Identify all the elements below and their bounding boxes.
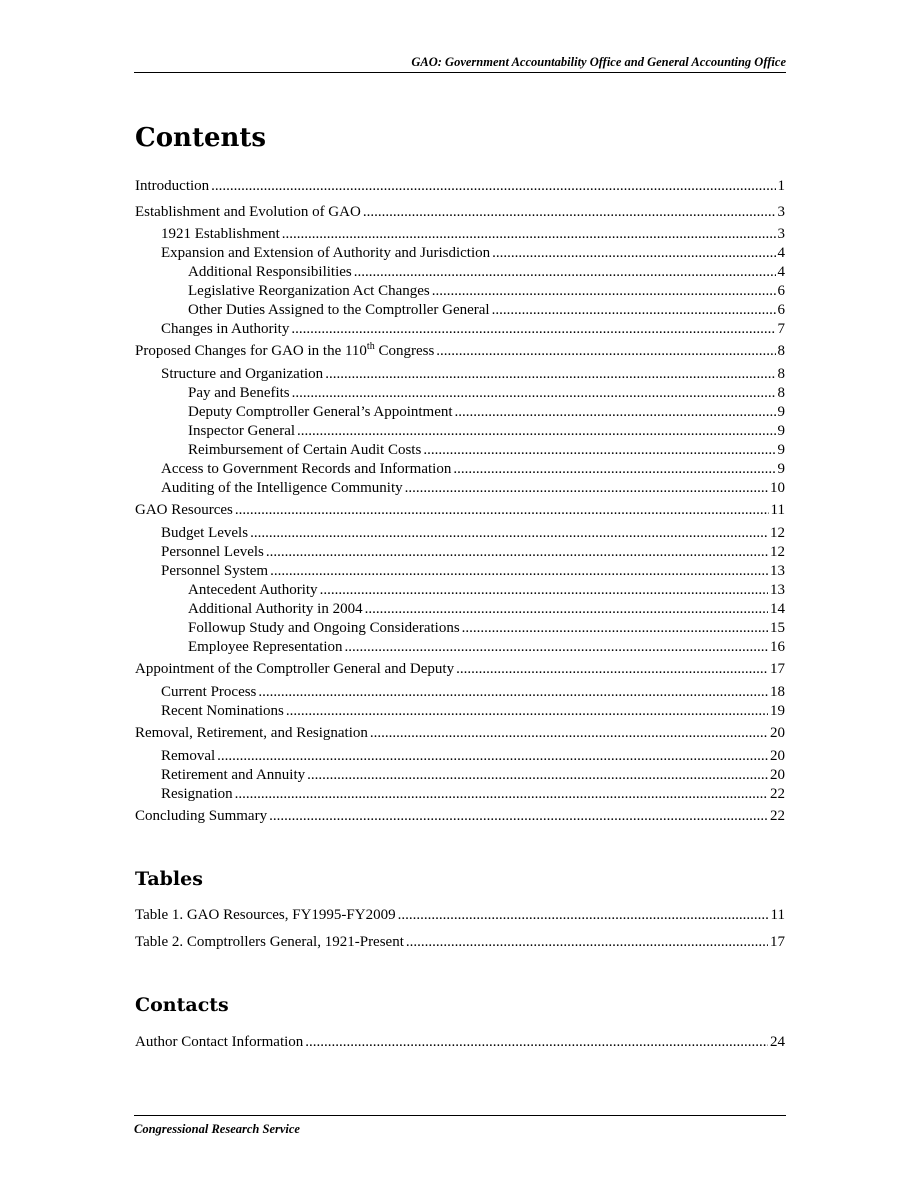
toc-entry-page: 6 <box>777 302 785 318</box>
dot-leader <box>405 479 768 498</box>
dot-leader <box>354 263 776 282</box>
toc-entry-retirement-annuity[interactable] <box>161 766 785 785</box>
toc-entry-page: 16 <box>770 639 785 655</box>
toc-entry-page: 9 <box>777 404 785 420</box>
toc-entry-employee-representation[interactable] <box>188 638 785 657</box>
toc-entry-page: 18 <box>770 684 785 700</box>
toc-entry-page: 13 <box>770 582 785 598</box>
toc-entry-page: 6 <box>777 283 785 299</box>
toc-entry-appointment[interactable] <box>135 660 785 679</box>
toc-entry-page: 3 <box>777 226 785 242</box>
toc-entry-structure-organization[interactable] <box>161 365 785 384</box>
toc-entry-title: Establishment and Evolution of GAO <box>135 204 361 220</box>
toc-entry-title: Expansion and Extension of Authority and Jurisdiction <box>161 245 491 261</box>
dot-leader <box>235 785 768 804</box>
dot-leader <box>291 320 775 339</box>
toc-entry-title: 1921 Establishment <box>161 226 280 242</box>
dot-leader <box>456 660 768 679</box>
toc-entry-current-process[interactable] <box>161 683 785 702</box>
toc-entry-access-records[interactable] <box>161 460 785 479</box>
dot-leader <box>297 422 775 441</box>
toc-entry-page: 24 <box>770 1034 785 1050</box>
toc-entry-table-1[interactable] <box>135 906 785 925</box>
toc-entry-title: Author Contact Information <box>135 1034 304 1050</box>
toc-entry-title: Employee Representation <box>188 639 343 655</box>
toc-entry-title: Appointment of the Comptroller General and Deputy <box>135 661 455 677</box>
toc-entry-concluding-summary[interactable] <box>135 807 785 826</box>
dot-leader <box>286 702 768 721</box>
toc-entry-page: 13 <box>770 563 785 579</box>
toc-entry-page: 11 <box>770 907 785 923</box>
toc-entry-page: 8 <box>777 343 785 359</box>
toc-entry-title: Current Process <box>161 684 257 700</box>
toc-entry-page: 12 <box>770 525 785 541</box>
dot-leader <box>406 933 768 952</box>
running-footer: Congressional Research Service <box>134 1115 786 1137</box>
toc-entry-budget-levels[interactable] <box>161 524 785 543</box>
toc-entry-title: Removal <box>161 748 216 764</box>
toc-entry-proposed-changes[interactable] <box>135 342 785 361</box>
dot-leader <box>250 524 768 543</box>
dot-leader <box>217 747 768 766</box>
dot-leader <box>365 600 768 619</box>
toc-entry-page: 17 <box>770 661 785 677</box>
toc-entry-deputy-appointment[interactable] <box>188 403 785 422</box>
toc-entry-title: Proposed Changes for GAO in the 110 <box>135 343 367 359</box>
toc-entry-page: 17 <box>770 934 785 950</box>
toc-entry-removal[interactable] <box>161 747 785 766</box>
dot-leader <box>282 225 776 244</box>
running-header: GAO: Government Accountability Office and General Accounting Office <box>134 55 786 73</box>
toc-entry-table-2[interactable] <box>135 933 785 952</box>
toc-entry-page: 8 <box>777 366 785 382</box>
toc-entry-title: Deputy Comptroller General’s Appointment <box>188 404 453 420</box>
toc-entry-page: 9 <box>777 461 785 477</box>
toc-entry-removal-retirement[interactable] <box>135 724 785 743</box>
dot-leader <box>345 638 768 657</box>
dot-leader <box>432 282 776 301</box>
toc-entry-antecedent-authority[interactable] <box>188 581 785 600</box>
dot-leader <box>307 766 768 785</box>
toc-entry-expansion[interactable] <box>161 244 785 263</box>
toc-entry-followup-study[interactable] <box>188 619 785 638</box>
toc-entry-title-group <box>135 342 434 361</box>
toc-entry-page: 10 <box>770 480 785 496</box>
contacts-heading: Contacts <box>135 994 229 1016</box>
dot-leader <box>423 441 775 460</box>
toc-entry-page: 20 <box>770 748 785 764</box>
toc-entry-page: 11 <box>770 502 785 518</box>
toc-entry-title: Personnel Levels <box>161 544 264 560</box>
toc-entry-title: Reimbursement of Certain Audit Costs <box>188 442 422 458</box>
tables-heading: Tables <box>135 868 203 890</box>
contents-heading: Contents <box>135 123 267 153</box>
dot-leader <box>270 562 768 581</box>
toc-entry-title: Changes in Authority <box>161 321 290 337</box>
toc-entry-title: Legislative Reorganization Act Changes <box>188 283 430 299</box>
dot-leader <box>453 460 775 479</box>
dot-leader <box>436 342 775 361</box>
toc-entry-page: 14 <box>770 601 785 617</box>
dot-leader <box>292 384 776 403</box>
dot-leader <box>492 301 776 320</box>
toc-entry-title: GAO Resources <box>135 502 233 518</box>
dot-leader <box>320 581 768 600</box>
toc-entry-title: Removal, Retirement, and Resignation <box>135 725 368 741</box>
toc-entry-page: 9 <box>777 442 785 458</box>
toc-entry-page: 15 <box>770 620 785 636</box>
toc-entry-title: Access to Government Records and Information <box>161 461 452 477</box>
toc-entry-title: Additional Responsibilities <box>188 264 352 280</box>
toc-entry-page: 19 <box>770 703 785 719</box>
toc-entry-page: 9 <box>777 423 785 439</box>
toc-entry-page: 20 <box>770 725 785 741</box>
toc-entry-personnel-levels[interactable] <box>161 543 785 562</box>
dot-leader <box>398 906 769 925</box>
toc-entry-author-contact[interactable] <box>135 1033 785 1052</box>
toc-entry-title: Inspector General <box>188 423 296 439</box>
toc-entry-1921-establishment[interactable] <box>161 225 785 244</box>
toc-entry-title: Antecedent Authority <box>188 582 318 598</box>
toc-entry-title: Pay and Benefits <box>188 385 290 401</box>
dot-leader <box>266 543 768 562</box>
dot-leader <box>269 807 768 826</box>
toc-entry-introduction[interactable] <box>135 177 785 196</box>
toc-entry-page: 3 <box>777 204 785 220</box>
toc-entry-additional-responsibilities[interactable] <box>188 263 785 282</box>
toc-entry-gao-resources[interactable] <box>135 501 785 520</box>
toc-entry-title: Recent Nominations <box>161 703 284 719</box>
toc-entry-additional-authority-2004[interactable] <box>188 600 785 619</box>
dot-leader <box>211 177 775 196</box>
dot-leader <box>370 724 768 743</box>
toc-entry-page: 20 <box>770 767 785 783</box>
dot-leader <box>258 683 768 702</box>
toc-entry-page: 22 <box>770 786 785 802</box>
toc-entry-recent-nominations[interactable] <box>161 702 785 721</box>
toc-entry-resignation[interactable] <box>161 785 785 804</box>
dot-leader <box>492 244 775 263</box>
toc-entry-title: Table 2. Comptrollers General, 1921-Present <box>135 934 404 950</box>
toc-entry-page: 12 <box>770 544 785 560</box>
toc-entry-personnel-system[interactable] <box>161 562 785 581</box>
toc-entry-title: Followup Study and Ongoing Considerations <box>188 620 460 636</box>
toc-entry-page: 4 <box>777 245 785 261</box>
dot-leader <box>363 203 776 222</box>
toc-entry-title: Personnel System <box>161 563 269 579</box>
toc-entry-title: Table 1. GAO Resources, FY1995-FY2009 <box>135 907 396 923</box>
toc-entry-title: Additional Authority in 2004 <box>188 601 363 617</box>
toc-entry-title: Retirement and Annuity <box>161 767 306 783</box>
toc-entry-title: Introduction <box>135 178 210 194</box>
dot-leader <box>305 1033 768 1052</box>
toc-entry-page: 1 <box>777 178 785 194</box>
dot-leader <box>325 365 775 384</box>
toc-entry-title: Budget Levels <box>161 525 249 541</box>
toc-entry-title: Resignation <box>161 786 233 802</box>
toc-entry-legislative-reorganization[interactable] <box>188 282 785 301</box>
toc-entry-inspector-general[interactable] <box>188 422 785 441</box>
toc-entry-page: 22 <box>770 808 785 824</box>
toc-entry-changes-in-authority[interactable] <box>161 320 785 339</box>
toc-entry-title-tail: Congress <box>374 343 435 359</box>
dot-leader <box>462 619 768 638</box>
toc-entry-auditing-intelligence[interactable] <box>161 479 785 498</box>
toc-entry-establishment[interactable] <box>135 203 785 222</box>
toc-entry-other-duties[interactable] <box>188 301 785 320</box>
dot-leader <box>455 403 776 422</box>
toc-entry-page: 7 <box>777 321 785 337</box>
toc-entry-page: 8 <box>777 385 785 401</box>
ordinal-suffix: th <box>366 341 375 352</box>
toc-entry-title: Other Duties Assigned to the Comptroller General <box>188 302 490 318</box>
toc-entry-title: Concluding Summary <box>135 808 268 824</box>
toc-entry-pay-benefits[interactable] <box>188 384 785 403</box>
dot-leader <box>235 501 769 520</box>
toc-entry-title: Structure and Organization <box>161 366 324 382</box>
toc-entry-title: Auditing of the Intelligence Community <box>161 480 403 496</box>
toc-entry-page: 4 <box>777 264 785 280</box>
toc-entry-reimbursement[interactable] <box>188 441 785 460</box>
